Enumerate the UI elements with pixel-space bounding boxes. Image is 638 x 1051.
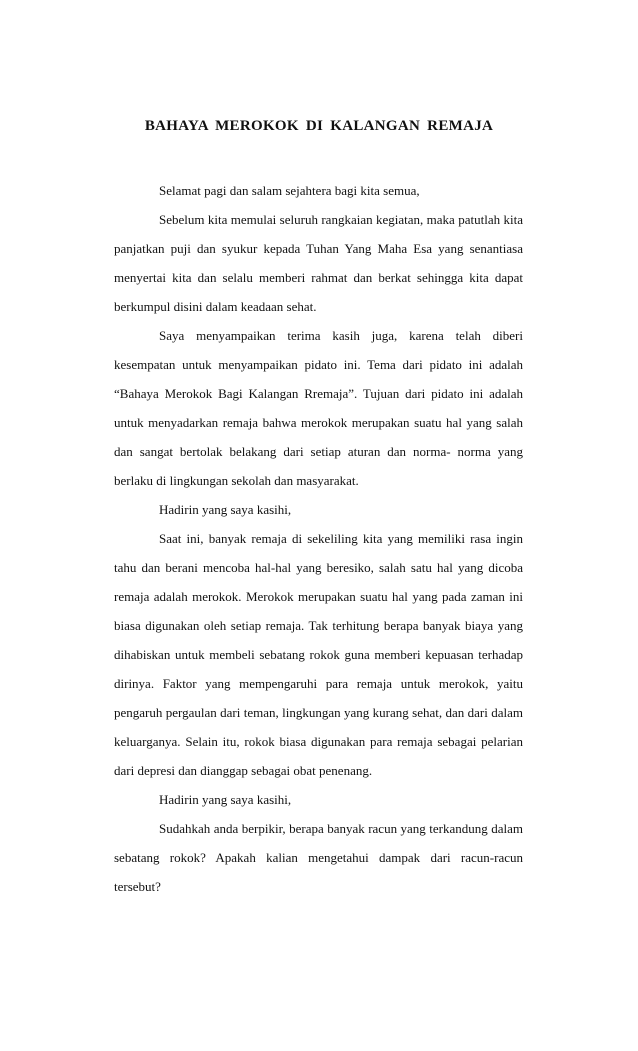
paragraph-address-2: Hadirin yang saya kasihi, (159, 792, 292, 807)
document-body (114, 176, 523, 901)
paragraph-opening: Sebelum kita memulai seluruh rangkaian kegiatan, maka patutlah kita panjatkan puji dan syukur kepada Tuhan Yang Maha Esa yang senantiasa menyertai kita dan selalu memberi rahmat dan berkat sehingga kita dapat berkumpul disini dalam keadaan sehat. (114, 212, 523, 314)
paragraph-address-1: Hadirin yang saya kasihi, (159, 502, 292, 517)
paragraph-greeting: Selamat pagi dan salam sejahtera bagi kita semua, (159, 183, 420, 198)
paragraph-question: Sudahkah anda berpikir, berapa banyak racun yang terkandung dalam sebatang rokok? Apakah kalian mengetahui dampak dari racun-racun tersebut? (114, 821, 523, 894)
document-title: BAHAYA MEROKOK DI KALANGAN REMAJA (144, 118, 494, 134)
paragraph-theme: Saya menyampaikan terima kasih juga, karena telah diberi kesempatan untuk menyampaikan pidato ini. Tema dari pidato ini adalah “Bahaya Merokok Bagi Kalangan Rremaja”. Tujuan dari pidato ini adalah untuk menyadarkan remaja bahwa merokok merupakan suatu hal yang salah dan sangat bertolak belakang dari setiap aturan dan norma- norma yang berlaku di lingkungan sekolah dan masyarakat. (114, 328, 523, 488)
paragraph-factors: Saat ini, banyak remaja di sekeliling kita yang memiliki rasa ingin tahu dan berani mencoba hal-hal yang beresiko, salah satu hal yang dicoba remaja adalah merokok. Merokok merupakan suatu hal yang pada zaman ini biasa digunakan oleh setiap remaja. Tak terhitung berapa banyak biaya yang dihabiskan untuk membeli sebatang rokok guna memberi kepuasan terhadap dirinya. Faktor yang mempengaruhi para remaja untuk merokok, yaitu pengaruh pergaulan dari teman, lingkungan yang kurang sehat, dan dari dalam keluarganya. Selain itu, rokok biasa digunakan para remaja sebagai pelarian dari depresi dan dianggap sebagai obat penenang. (114, 531, 523, 778)
